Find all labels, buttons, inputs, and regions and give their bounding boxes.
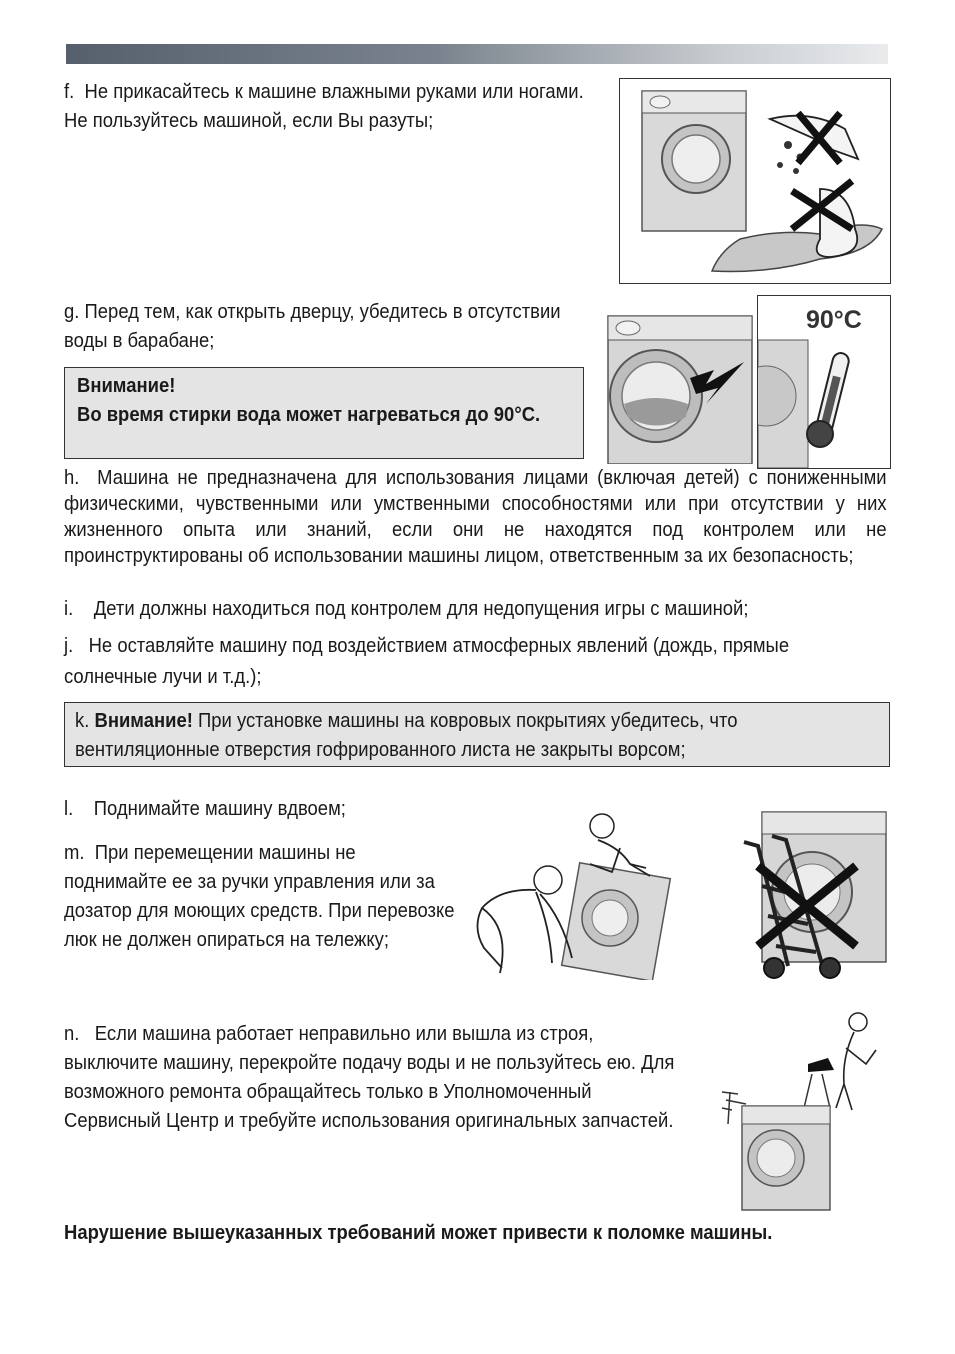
item-text: Поднимайте машину вдвоем; xyxy=(93,797,346,820)
hand-truck-illustration xyxy=(738,806,888,984)
item-g xyxy=(64,297,582,355)
item-k-bold: Внимание! xyxy=(94,709,193,732)
item-marker: l. xyxy=(64,797,74,820)
item-l xyxy=(64,794,442,823)
warning-title: Внимание! xyxy=(77,374,176,397)
wet-hands-illustration xyxy=(619,78,891,284)
footer-warning: Нарушение вышеуказанных требований может привести к поломке машины. xyxy=(64,1221,773,1244)
thermometer-illustration xyxy=(757,295,891,469)
item-text: Не прикасайтесь к машине влажными руками или ногами. Не пользуйтесь машиной, если Вы разуты; xyxy=(64,80,584,132)
item-h xyxy=(64,465,887,569)
item-text: Не оставляйте машину под воздействием атмосферных явлений (дождь, прямые солнечные лучи и т.д.); xyxy=(64,634,790,688)
item-marker: g. xyxy=(64,300,80,323)
item-m xyxy=(64,838,460,954)
item-marker: n. xyxy=(64,1022,80,1045)
item-marker: m. xyxy=(64,841,85,864)
item-text: При установке машины на ковровых покрытиях убедитесь, что вентиляционные отверстия гофрированного листа не закрыты ворсом; xyxy=(75,709,738,761)
item-marker: j. xyxy=(64,634,74,657)
item-j xyxy=(64,630,887,692)
item-marker: f. xyxy=(64,80,75,103)
temperature-label: 90°C xyxy=(806,306,862,334)
lifting-illustration xyxy=(470,808,682,980)
item-marker: h. xyxy=(64,466,80,489)
item-i xyxy=(64,594,887,623)
item-text: Машина не предназначена для использования лицами (включая детей) с пониженными физическими, чувственными или умственными способностями или при отсутствии у них жизненного опыта или знаний, если они не находятся под контролем или не проинструктированы об использовании машины лицом, ответственным за их безопасность; xyxy=(64,466,887,567)
warning-box xyxy=(64,367,584,459)
item-marker: k. xyxy=(75,709,90,732)
warning-text: Во время стирки вода может нагреваться до 90°C. xyxy=(77,403,541,426)
item-text: Дети должны находиться под контролем для недопущения игры с машиной; xyxy=(93,597,749,620)
item-text: При перемещении машины не поднимайте ее за ручки управления или за дозатор для моющих средств. При перевозке люк не должен опираться на тележку; xyxy=(64,841,455,951)
item-text: Если машина работает неправильно или вышла из строя, выключите машину, перекройте подачу воды и не пользуйтесь ею. Для возможного ремонта обращайтесь только в Уполномоченный Сервисный Центр и требуйте использования оригинальных запчастей. xyxy=(64,1022,675,1132)
item-n xyxy=(64,1019,676,1135)
carpet-warning-box xyxy=(64,702,890,767)
item-f xyxy=(64,77,595,135)
item-marker: i. xyxy=(64,597,74,620)
service-illustration xyxy=(716,1008,886,1213)
door-water-illustration xyxy=(606,312,754,464)
header-bar xyxy=(66,44,888,64)
item-text: Перед тем, как открыть дверцу, убедитесь в отсутствии воды в барабане; xyxy=(64,300,561,352)
